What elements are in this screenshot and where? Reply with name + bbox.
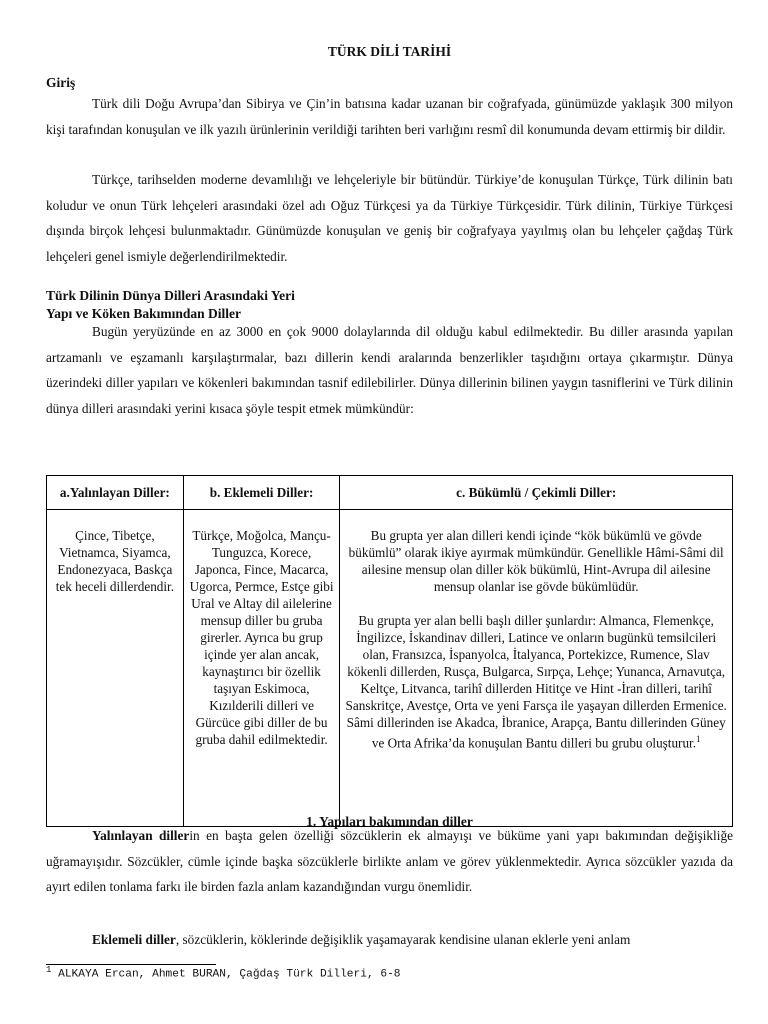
footnote-number: 1 bbox=[46, 965, 52, 975]
isolating-term: Yalınlayan diller bbox=[92, 828, 190, 843]
table-cell-inflectional bbox=[340, 510, 733, 827]
footnote bbox=[46, 965, 401, 981]
section2-paragraph bbox=[46, 319, 733, 421]
section3-paragraph-2-text: , sözcüklerin, köklerinde değişiklik yaşamayarak kendisine ulanan eklerle yeni anlam bbox=[175, 932, 631, 947]
agglutinative-term: Eklemeli diller bbox=[92, 932, 176, 947]
section-heading-world-languages: Türk Dilinin Dünya Dilleri Arasındaki Yeri bbox=[46, 288, 295, 303]
intro-paragraph-2-text: Türkçe, tarihselden moderne devamlılığı ve lehçeleriyle bir bütündür. Türkiye’de konuşulan Türkçe, Türk dilinin batı koludur ve onun Türk lehçeleri arasındaki özel adı Oğuz Türkçesi ya da Türkiye Türkçesidir. Türk dilinin, Türkiye Türkçesi dışında birçok lehçesi bulunmaktadır. Günümüzde konuşulan ve geniş bir coğrafyaya yayılmış olan bu lehçeler çağdaş Türk lehçeleri genel ismiyle değerlendirilmektedir. bbox=[46, 172, 733, 264]
section2-paragraph-text: Bugün yeryüzünde en az 3000 en çok 9000 dolaylarında dil olduğu kabul edilmektedir. Bu diller arasında yapılan artzamanlı ve eşzamanlı karşılaştırmalar, bazı dillerin kendi aralarında benzerlikler taşıdığını ortaya çıkarmıştır. Dünya üzerindeki diller yapıları ve kökenleri bakımından tasnif edilebilirler. Dünya dillerinin bilinen yaygın tasniflerini ve Türk dilinin dünya dilleri arasındaki yerini kısaca şöyle tespit etmek mümkündür: bbox=[46, 324, 733, 416]
intro-heading: Giriş bbox=[46, 75, 76, 90]
inflectional-paragraph-2 bbox=[344, 612, 728, 751]
intro-paragraph-2 bbox=[46, 167, 733, 269]
table-header-isolating: a.Yalınlayan Diller: bbox=[47, 476, 184, 510]
table-header-inflectional: c. Bükümlü / Çekimli Diller: bbox=[340, 476, 733, 510]
section3-paragraph-2 bbox=[46, 927, 733, 953]
inflectional-paragraph-2-text: Bu grupta yer alan belli başlı diller şunlardır: Almanca, Flemenkçe, İngilizce, İskandinav dilleri, Latince ve onların bugünkü temsilcileri olan, Fransızca, İspanyolca, İtalyanca, Portekizce, Rumence, Slav kökenli dillerden, Rusça, Bulgarca, Sırpça, Lehçe; Yunanca, Arnavutça, Keltçe, Litvanca, tarihî dillerden Hititçe ve Hint -İran dilleri, tarihî Sanskritçe, Avestçe, Orta ve yeni Farsça ile yaşayan dillerden Ermenice. Sâmi dillerinden ise Akadca, İbranice, Arapça, Bantu dillerinden Güney ve Orta Afrika’da konuşulan Bantu dilleri bu grubu oluşturur. bbox=[345, 613, 727, 751]
table-header-row bbox=[47, 476, 733, 510]
footnote-text: ALKAYA Ercan, Ahmet BURAN, Çağdaş Türk Dilleri, 6-8 bbox=[51, 968, 401, 981]
footnote-reference[interactable]: 1 bbox=[696, 734, 701, 744]
table-row bbox=[47, 510, 733, 827]
language-types-table bbox=[46, 475, 733, 827]
inflectional-paragraph-1: Bu grupta yer alan dilleri kendi içinde “kök bükümlü ve gövde bükümlü” olarak ikiye ayırmak mümkündür. Genellikle Hâmi-Sâmi dil ailesine mensup olan diller kök bükümlü, Hint-Avrupa dil ailesine mensup olanlar ise gövde bükümlüdür. bbox=[348, 528, 724, 594]
intro-paragraph-1-text: Türk dili Doğu Avrupa’dan Sibirya ve Çin’in batısına kadar uzanan bir coğrafyada, günümüzde yaklaşık 300 milyon kişi tarafından konuşulan ve ilk yazılı ürünlerinin verildiği tarihten beri varlığını resmî dil konumunda devam ettirmiş bir dildir. bbox=[46, 96, 733, 137]
section-subheading-structure-origin: Yapı ve Köken Bakımından Diller bbox=[46, 306, 242, 321]
section3-heading: 1. Yapıları bakımından diller bbox=[306, 814, 473, 829]
intro-paragraph-1 bbox=[46, 91, 733, 142]
section3-paragraph-1 bbox=[46, 823, 733, 900]
table-header-agglutinative: b. Eklemeli Diller: bbox=[183, 476, 340, 510]
table-cell-isolating: Çince, Tibetçe, Vietnamca, Siyamca, Endonezyaca, Baskça tek heceli dillerdendir. bbox=[47, 510, 184, 827]
table-cell-agglutinative: Türkçe, Moğolca, Mançu-Tunguzca, Korece, Japonca, Fince, Macarca, Ugorca, Permce, Estçe gibi Ural ve Altay dil ailelerine mensup diller bu gruba girerler. Ayrıca bu grup içinde yer alan ancak, kaynaştırıcı bir özellik taşıyan Eskimoca, Kızılderili dilleri ve Gürcüce gibi diller de bu gruba dahil edilmektedir. bbox=[183, 510, 340, 827]
document-title: TÜRK DİLİ TARİHİ bbox=[327, 44, 452, 59]
section3-paragraph-1-text: in en başta gelen özelliği sözcüklerin ek almayışı ve büküme yani yapı bakımından değişikliğe uğramayışıdır. Sözcükler, cümle içinde başka sözcüklerle birlikte anlam ve görev yüklenmektedir. Ayrıca sözcükler yazıda da ayırt edilen tonlama farkı ile birden fazla anlam kazandığından vurgu önemlidir. bbox=[46, 828, 734, 895]
